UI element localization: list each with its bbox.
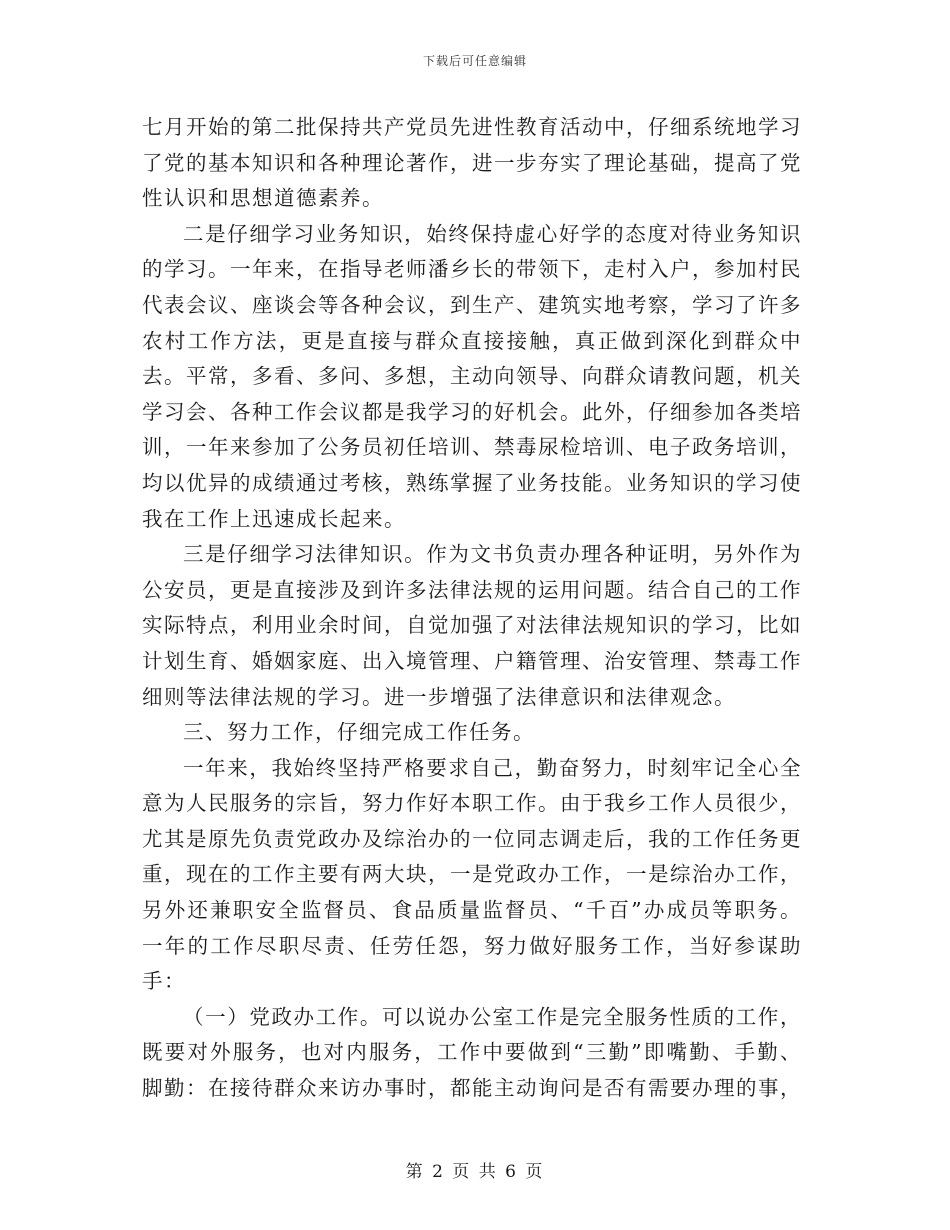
paragraph-3: 三是仔细学习法律知识。作为文书负责办理各种证明，另外作为公安员，更是直接涉及到许多法律法规的运用问题。结合自己的工作实际特点，利用业余时间，自觉加强了对法律法规知识的学习，比如计划生育、婚姻家庭、出入境管理、户籍管理、治安管理、禁毒工作细则等法律法规的学习。进一步增强了法律意识和法律观念。 bbox=[142, 542, 802, 709]
page-number-footer: 第 2 页 共 6 页 bbox=[405, 1162, 545, 1182]
paragraph-4: 一年来，我始终坚持严格要求自己，勤奋努力，时刻牢记全心全意为人民服务的宗旨，努力作好本职工作。由于我乡工作人员很少，尤其是原先负责党政办及综治办的一位同志调走后，我的工作任务更重，现在的工作主要有两大块，一是党政办工作，一是综治办工作，另外还兼职安全监督员、食品质量监督员、“千百”办成员等职务。一年的工作尽职尽责、任劳任怨，努力做好服务工作，当好参谋助手： bbox=[142, 755, 802, 994]
document-body bbox=[142, 110, 802, 1107]
paragraph-2: 二是仔细学习业务知识，始终保持虚心好学的态度对待业务知识的学习。一年来，在指导老师潘乡长的带领下，走村入户，参加村民代表会议、座谈会等各种会议，到生产、建筑实地考察，学习了许多农村工作方法，更是直接与群众直接接触，真正做到深化到群众中去。平常，多看、多问、多想，主动向领导、向群众请教问题，机关学习会、各种工作会议都是我学习的好机会。此外，仔细参加各类培训，一年来参加了公务员初任培训、禁毒尿检培训、电子政务培训，均以优异的成绩通过考核，熟练掌握了业务技能。业务知识的学习使我在工作上迅速成长起来。 bbox=[142, 221, 802, 531]
header-note: 下载后可任意编辑 bbox=[422, 54, 527, 68]
paragraph-5: （一）党政办工作。可以说办公室工作是完全服务性质的工作，既要对外服务，也对内服务，工作中要做到“三勤”即嘴勤、手勤、脚勤：在接待群众来访办事时，都能主动询问是否有需要办理的事， bbox=[142, 1004, 802, 1101]
paragraph-1: 七月开始的第二批保持共产党员先进性教育活动中，仔细系统地学习了党的基本知识和各种理论著作，进一步夯实了理论基础，提高了党性认识和思想道德素养。 bbox=[142, 115, 802, 211]
section-heading: 三、努力工作，仔细完成工作任务。 bbox=[183, 720, 535, 745]
